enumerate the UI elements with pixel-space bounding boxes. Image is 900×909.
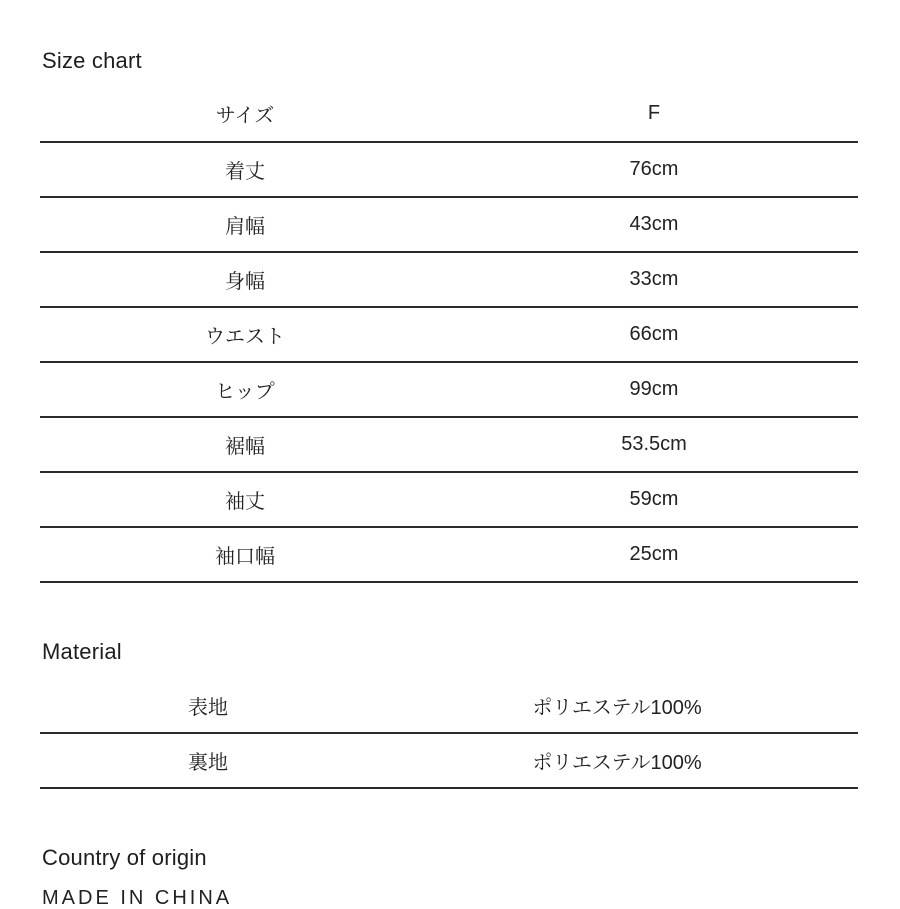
measurement-value: 25cm (629, 543, 679, 565)
table-row (40, 473, 858, 528)
measurement-label: 袖口幅 (215, 546, 275, 568)
measurement-value: 53.5cm (621, 433, 687, 455)
table-row (40, 198, 858, 253)
measurement-value: 99cm (629, 378, 679, 400)
table-row (40, 679, 858, 734)
table-row (40, 528, 858, 583)
size-header-value: F (647, 101, 661, 124)
measurement-label: 着丈 (225, 161, 265, 183)
measurement-value: 33cm (629, 268, 679, 290)
measurement-value: 59cm (629, 488, 679, 510)
table-row (40, 363, 858, 418)
table-row (40, 734, 858, 789)
size-chart-table (40, 85, 858, 583)
material-table (40, 679, 858, 789)
material-label: 裏地 (188, 752, 228, 774)
table-row (40, 418, 858, 473)
measurement-label: ウエスト (205, 326, 285, 348)
size-header-label: サイズ (215, 104, 275, 127)
table-row (40, 253, 858, 308)
material-value: ポリエステル100% (532, 697, 702, 719)
size-chart-title: Size chart (42, 48, 142, 73)
measurement-label: 身幅 (225, 271, 265, 293)
measurement-label: 袖丈 (225, 491, 265, 513)
table-row (40, 143, 858, 198)
country-of-origin-title: Country of origin (42, 845, 207, 870)
table-header-row (40, 85, 858, 143)
country-of-origin-value: MADE IN CHINA (42, 887, 233, 909)
measurement-value: 43cm (629, 213, 679, 235)
measurement-value: 76cm (629, 158, 679, 180)
table-row (40, 308, 858, 363)
measurement-label: 裾幅 (225, 436, 265, 458)
measurement-label: ヒップ (215, 381, 275, 403)
material-title: Material (42, 639, 122, 664)
material-label: 表地 (188, 697, 228, 719)
measurement-value: 66cm (629, 323, 679, 345)
measurement-label: 肩幅 (225, 216, 265, 238)
material-value: ポリエステル100% (532, 752, 702, 774)
